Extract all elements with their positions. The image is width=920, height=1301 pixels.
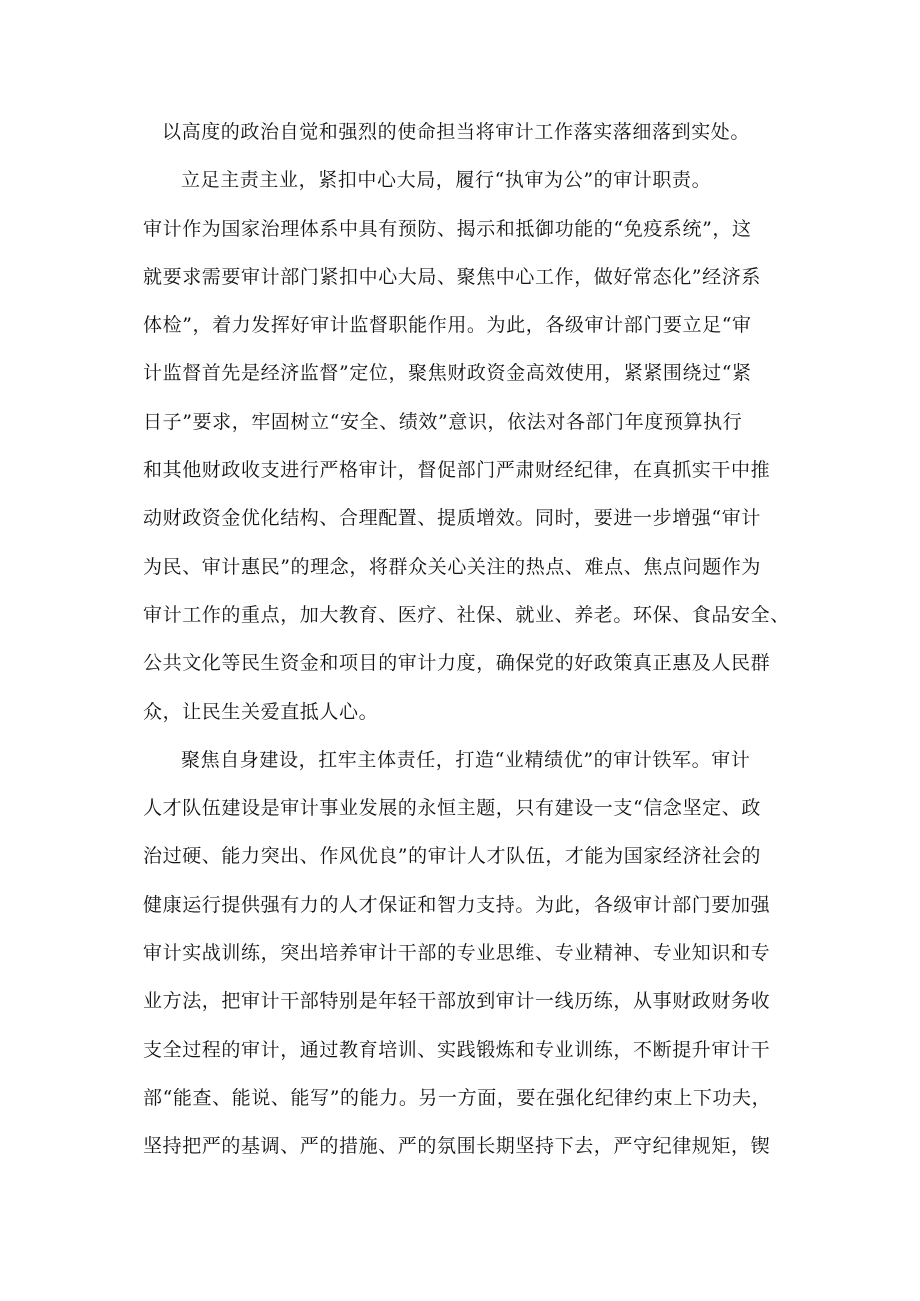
text-line: 动财政资金优化结构、合理配置、提质增效。同时，要进一步增强“审计 <box>143 507 761 530</box>
text-line: 部“能查、能说、能写”的能力。另一方面，要在强化纪律约束上下功夫， <box>143 1086 772 1109</box>
text-line: 就要求需要审计部门紧扣中心大局、聚焦中心工作，做好常态化”经济系 <box>143 265 761 288</box>
paragraph-heading-line: 立足主责主业，紧扣中心大局，履行“执审为公”的审计职责。 <box>181 169 712 192</box>
text-line: 计监督首先是经济监督”定位，聚焦财政资金高效使用，紧紧围绕过“紧 <box>143 362 752 385</box>
text-line: 众，让民生关爱直抵人心。 <box>143 700 379 723</box>
text-line: 公共文化等民生资金和项目的审计力度，确保党的好政策真正惠及人民群 <box>143 652 771 675</box>
text-line: 体检”，着力发挥好审计监督职能作用。为此，各级审计部门要立足“审 <box>143 314 752 337</box>
text-line: 审计作为国家治理体系中具有预防、揭示和抵御功能的“免疫系统”，这 <box>143 217 752 240</box>
text-line: 支全过程的审计，通过教育培训、实践锻炼和专业训练，不断提升审计干 <box>143 1038 771 1061</box>
text-line: 审计实战训练，突出培养审计干部的专业思维、专业精神、专业知识和专 <box>143 942 771 965</box>
text-line: 坚持把严的基调、严的措施、严的氛围长期坚持下去，严守纪律规矩，锲 <box>143 1135 771 1158</box>
paragraph-heading-line: 聚焦自身建设，扛牢主体责任，打造“业精绩优”的审计铁军。审计 <box>181 748 751 771</box>
text-line: 治过硬、能力突出、作风优良”的审计人才队伍，才能为国家经济社会的 <box>143 845 761 868</box>
text-line: 日子”要求，牢固树立“安全、绩效”意识，依法对各部门年度预算执行 <box>143 410 743 433</box>
text-line: 审计工作的重点，加大教育、医疗、社保、就业、养老。环保、食品安全、 <box>143 603 790 626</box>
text-line: 人才队伍建设是审计事业发展的永恒主题，只有建设一支“信念坚定、政 <box>143 797 761 820</box>
text-line: 以高度的政治自觉和强烈的使命担当将审计工作落实落细落到实处。 <box>162 121 751 143</box>
text-line: 为民、审计惠民”的理念，将群众关心关注的热点、难点、焦点问题作为 <box>143 555 761 578</box>
text-line: 业方法，把审计干部特别是年轻干部放到审计一线历练，从事财政财务收 <box>143 990 771 1013</box>
document-body <box>143 108 803 1171</box>
text-line: 健康运行提供强有力的人才保证和智力支持。为此，各级审计部门要加强 <box>143 893 771 916</box>
text-line: 和其他财政收支进行严格审计，督促部门严肃财经纪律，在真抓实干中推 <box>143 459 771 482</box>
